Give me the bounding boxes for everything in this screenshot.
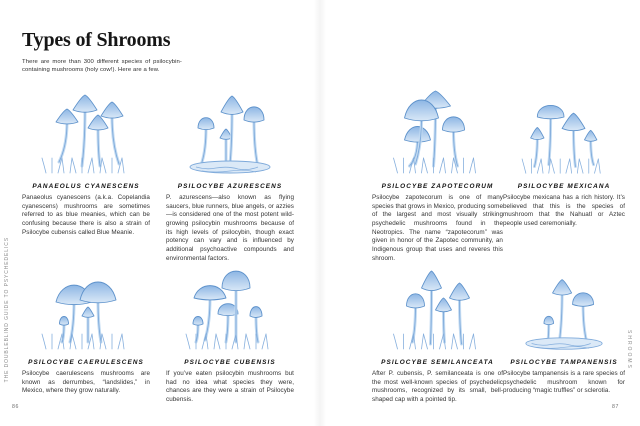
species-name: PSILOCYBE SEMILANCEATA — [381, 359, 494, 366]
species-description: If you’ve eaten psilocybin mushrooms but had no idea what species they were, chances are they were a strain of Psilocybe cubensis. — [166, 370, 294, 404]
species-entry-psilocybe-azurescens — [166, 86, 294, 270]
species-description: After P. cubensis, P. semilanceata is one of the most well-known species of psychedelic mushrooms, recognized by its small, bell-shaped cap with a pointed tip. — [372, 370, 503, 404]
species-description: P. azurescens—also known as flying saucers, blue runners, blue angels, or azzies—is considered one of the most potent wild-growing psilocybin mushrooms because of its high levels of psilocybin, though exact potency can vary and is influenced by additional psychoactive compounds and environmental factors. — [166, 194, 294, 262]
intro-paragraph: There are more than 300 different species of psilocybin-containing mushrooms (holy cow!). Here are a few. — [22, 58, 182, 74]
page-gutter-shadow — [314, 0, 326, 426]
species-description: Psilocybe caerulescens mushrooms are known as derrumbes, “landslides,” in Mexico, where they grow naturally. — [22, 370, 150, 395]
spine-text-book-title: THE DOUBLEBLIND GUIDE TO PSYCHEDELICS — [4, 237, 10, 383]
species-entry-psilocybe-caerulescens — [22, 262, 150, 402]
species-entry-psilocybe-tampanensis — [503, 262, 625, 402]
species-entry-panaeolus-cyanescens — [22, 86, 150, 244]
panaeolus-cyanescens-illustration — [22, 86, 150, 178]
species-name: PSILOCYBE ZAPOTECORUM — [381, 183, 494, 190]
page-title: Types of Shrooms — [22, 29, 171, 52]
species-name: PSILOCYBE CUBENSIS — [184, 359, 276, 366]
spine-text-chapter: SHROOMS — [626, 330, 632, 370]
species-name: PSILOCYBE CAERULESCENS — [28, 359, 144, 366]
psilocybe-tampanensis-illustration — [503, 262, 625, 354]
species-description: Psilocybe tampanensis is a rare species of psychedelic mushroom known for producing “magic truffles” or sclerotia. — [503, 370, 625, 395]
species-entry-psilocybe-mexicana — [503, 86, 625, 235]
psilocybe-semilanceata-illustration — [372, 262, 503, 354]
species-name: PSILOCYBE AZURESCENS — [177, 183, 283, 190]
species-name: PSILOCYBE MEXICANA — [517, 183, 611, 190]
page-number-right: 87 — [612, 404, 619, 410]
species-entry-psilocybe-zapotecorum — [372, 86, 503, 270]
species-entry-psilocybe-cubensis — [166, 262, 294, 411]
psilocybe-cubensis-illustration — [166, 262, 294, 354]
species-description: Psilocybe mexicana has a rich history. It’s believed that this is the species of mushroom that the Nahuatl or Aztec people used ceremonially. — [503, 194, 625, 228]
species-name: PSILOCYBE TAMPANENSIS — [510, 359, 618, 366]
psilocybe-zapotecorum-illustration — [372, 86, 503, 178]
psilocybe-azurescens-illustration — [166, 86, 294, 178]
species-description: Psilocybe zapotecorum is one of many species that grows in Mexico, producing some of the largest and most visually striking psychedelic mushrooms found in the Neotropics. The name “zapotecorum” was given in honor of the Zapotec community, an Indigenous group that uses and reveres this shroom. — [372, 194, 503, 262]
page-number-left: 86 — [12, 404, 19, 410]
species-name: PANAEOLUS CYANESCENS — [32, 183, 140, 190]
psilocybe-mexicana-illustration — [503, 86, 625, 178]
psilocybe-caerulescens-illustration — [22, 262, 150, 354]
species-entry-psilocybe-semilanceata — [372, 262, 503, 411]
species-description: Panaeolus cyanescens (a.k.a. Copelandia cyanescens) mushrooms are sometimes referred to as blue meanies, which can be confusing because there is also a strain of Psilocybe cubensis called Blue Meanie. — [22, 194, 150, 236]
